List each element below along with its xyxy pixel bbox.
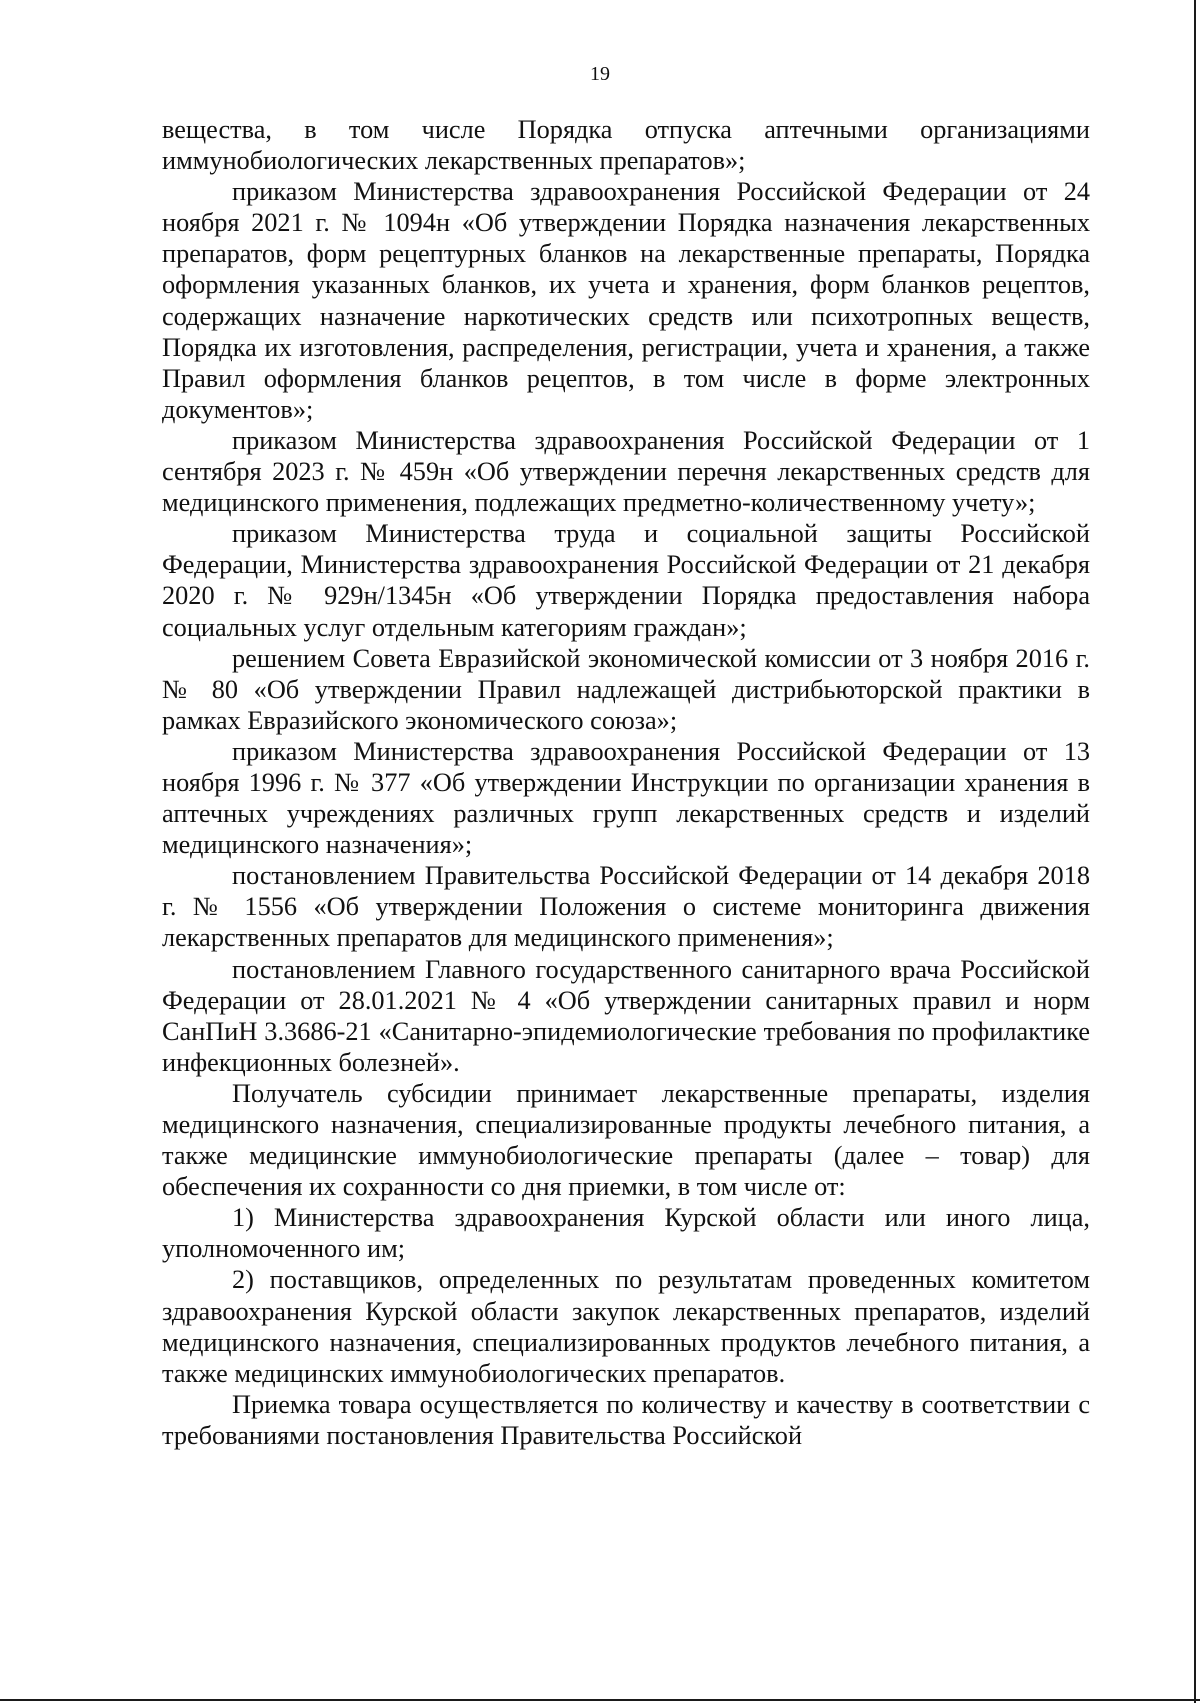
page-number: 19 [590, 63, 610, 85]
paragraph-sanpin: постановлением Главного государственного санитарного врача Российской Федерации от 28.01.2021 № 4 «Об утверждении санитарных правил и норм СанПиН 3.3686-21 «Санитарно-эпидемиологические требования по профилактике инфекционных болезней». [162, 954, 1090, 1077]
list-item-2: 2) поставщиков, определенных по результатам проведенных комитетом здравоохранения Курской области закупок лекарственных препаратов, изделий медицинского назначения, специализированных продуктов лечебного питания, а также медицинских иммунобиологических препаратов. [162, 1265, 1090, 1388]
paragraph-eec-decision-80: решением Совета Евразийской экономической комиссии от 3 ноября 2016 г. № 80 «Об утверждении Правил надлежащей дистрибьюторской практики в рамках Евразийского экономического союза»; [162, 643, 1090, 735]
paragraph-order-377: приказом Министерства здравоохранения Российской Федерации от 13 ноября 1996 г. № 377 «Об утверждении Инструкции по организации хранения в аптечных учреждениях различных групп лекарственных средств и изделий медицинского назначения»; [162, 736, 1090, 860]
paragraph-order-929n: приказом Министерства труда и социальной защиты Российской Федерации, Министерства здравоохранения Российской Федерации от 21 декабря 2020 г. № 929н/1345н «Об утверждении Порядка предоставления набора социальных услуг отдельным категориям граждан»; [162, 519, 1090, 642]
paragraph-resolution-1556: постановлением Правительства Российской Федерации от 14 декабря 2018 г. № 1556 «Об утверждении Положения о системе мониторинга движения лекарственных препаратов для медицинского применения»; [162, 861, 1090, 953]
scan-edge-right [1194, 0, 1196, 1703]
paragraph-continuation: вещества, в том числе Порядка отпуска аптечными организациями иммунобиологических лекарственных препаратов»; [162, 115, 1090, 176]
scan-edge-bottom [0, 1699, 1200, 1701]
paragraph-acceptance: Приемка товара осуществляется по количеству и качеству в соответствии с требованиями постановления Правительства Российской [162, 1389, 1090, 1450]
list-item-1: 1) Министерства здравоохранения Курской области или иного лица, уполномоченного им; [162, 1203, 1090, 1264]
paragraph-subsidy-recipient: Получатель субсидии принимает лекарственные препараты, изделия медицинского назначения, специализированные продукты лечебного питания, а также медицинские иммунобиологические препараты (далее – товар) для обеспечения их сохранности со дня приемки, в том числе от: [162, 1078, 1090, 1202]
document-body [162, 114, 1090, 1451]
paragraph-order-459n: приказом Министерства здравоохранения Российской Федерации от 1 сентября 2023 г. № 459н «Об утверждении перечня лекарственных средств для медицинского применения, подлежащих предметно-количественному учету»; [162, 425, 1090, 518]
paragraph-order-1094n: приказом Министерства здравоохранения Российской Федерации от 24 ноября 2021 г. № 1094н «Об утверждении Порядка назначения лекарственных препаратов, форм рецептурных бланков на лекарственные препараты, Порядка оформления указанных бланков, их учета и хранения, форм бланков рецептов, содержащих назначение наркотических средств или психотропных веществ, Порядка их изготовления, распределения, регистрации, учета и хранения, а также Правил оформления бланков рецептов, в том числе в форме электронных документов»; [162, 177, 1090, 424]
